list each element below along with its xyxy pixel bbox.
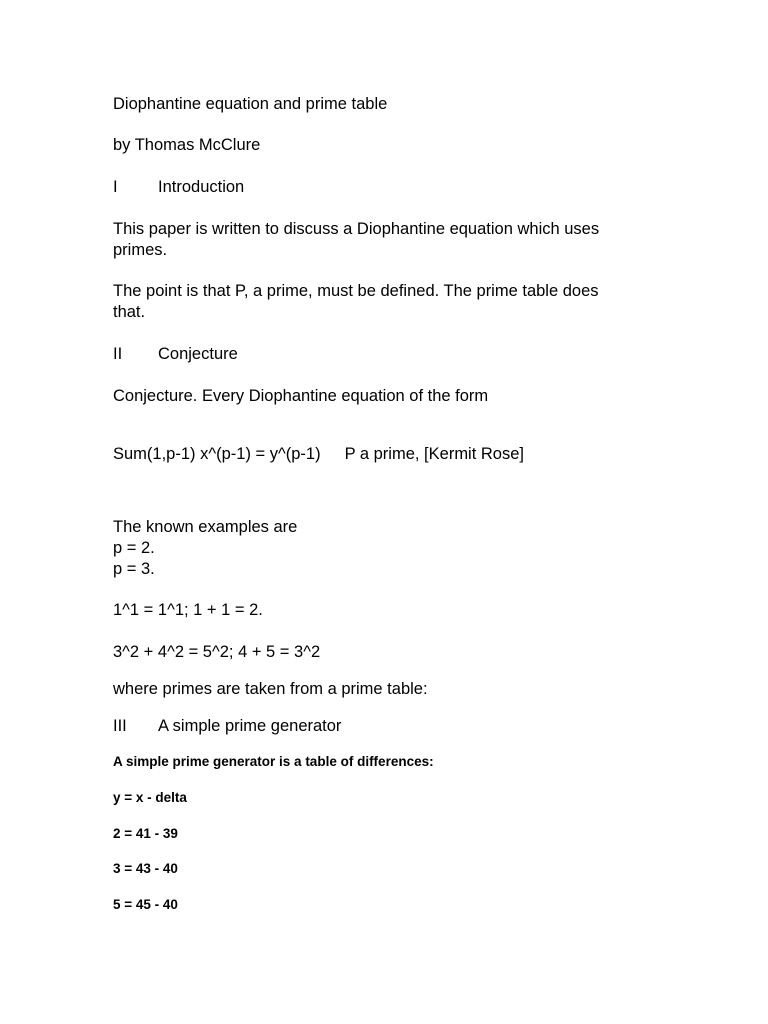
intro-paragraph-line-2: primes.	[113, 241, 168, 259]
generator-row: 3 = 43 - 40	[113, 861, 178, 876]
example-equation-1: 1^1 = 1^1; 1 + 1 = 2.	[113, 601, 263, 619]
equation-note: P a prime, [Kermit Rose]	[344, 445, 524, 463]
generator-row: 2 = 41 - 39	[113, 826, 178, 841]
generator-row: 5 = 45 - 40	[113, 897, 178, 912]
point-paragraph-line-2: that.	[113, 303, 146, 321]
point-paragraph-line-1: The point is that P, a prime, must be defined. The prime table does	[113, 282, 599, 300]
example-equation-2: 3^2 + 4^2 = 5^2; 4 + 5 = 3^2	[113, 643, 321, 661]
example-p3: p = 3.	[113, 560, 155, 578]
section-number: III	[113, 717, 127, 735]
document-author: by Thomas McClure	[113, 136, 261, 154]
section-heading-introduction	[113, 177, 244, 198]
document-title: Diophantine equation and prime table	[113, 95, 388, 113]
equation-line	[113, 444, 524, 465]
examples-intro: The known examples are	[113, 518, 298, 536]
generator-intro: A simple prime generator is a table of differences:	[113, 754, 434, 769]
section-heading-prime-generator	[113, 716, 341, 737]
section-heading-conjecture	[113, 344, 238, 365]
example-p2: p = 2.	[113, 539, 155, 557]
intro-paragraph-line-1: This paper is written to discuss a Diophantine equation which uses	[113, 220, 600, 238]
section-title: Introduction	[158, 178, 245, 196]
section-number: II	[113, 345, 123, 363]
section-title: A simple prime generator	[158, 717, 342, 735]
generator-formula: y = x - delta	[113, 790, 187, 805]
primes-note: where primes are taken from a prime table:	[113, 680, 428, 698]
equation: Sum(1,p-1) x^(p-1) = y^(p-1)	[113, 445, 321, 463]
conjecture-text: Conjecture. Every Diophantine equation of the form	[113, 387, 489, 405]
section-title: Conjecture	[158, 345, 238, 363]
section-number: I	[113, 178, 118, 196]
